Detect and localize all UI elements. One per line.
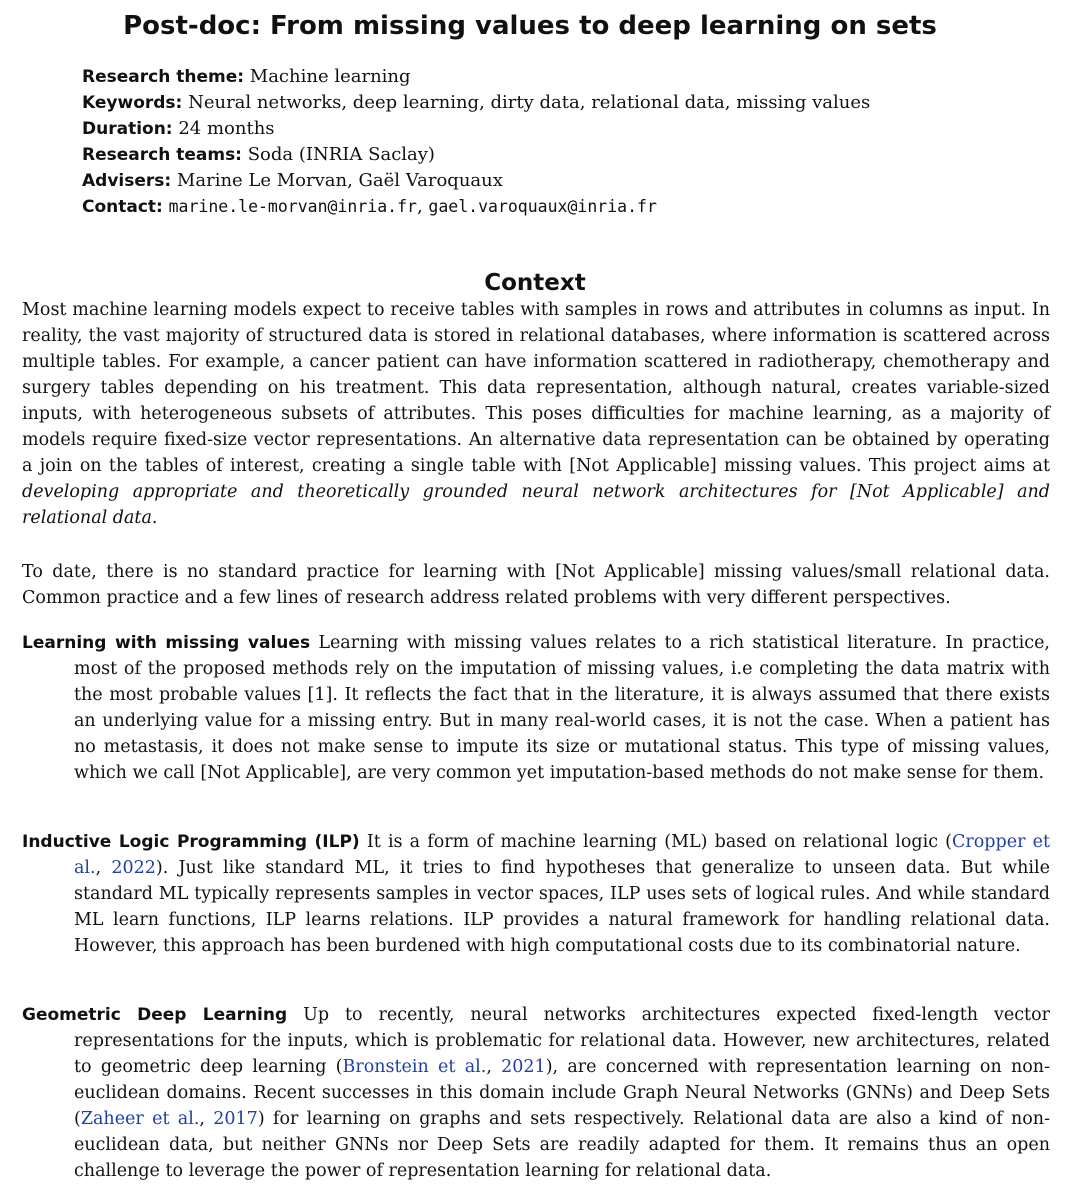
list-item-geometric-deep-learning <box>22 1002 1050 1184</box>
citation-link[interactable]: 2017 <box>213 1109 258 1129</box>
meta-contact <box>82 194 1042 220</box>
meta-label: Keywords: <box>82 93 183 113</box>
context-paragraph-1-text: Most machine learning models expect to receive tables with samples in rows and attributes in columns as input. In reality, the vast majority of structured data is stored in relational databases, where information is scattered across multiple tables. For example, a cancer patient can have information scattered in radiotherapy, chemotherapy and surgery tables depending on his treatment. This data representation, although natural, creates variable-sized inputs, with heterogeneous subsets of attributes. This poses difficulties for machine learning, as a majority of models require fixed-size vector representations. An alternative data representation can be obtained by operating a join on the tables of interest, creating a single table with [Not Applicable] missing values. This project aims at <box>22 300 1050 476</box>
list-item-ilp <box>22 829 1050 959</box>
citation-separator: , <box>199 1109 214 1129</box>
citation-link[interactable]: Bronstein et al. <box>342 1057 487 1077</box>
meta-keywords <box>82 90 1042 116</box>
meta-research-theme <box>82 64 1042 90</box>
item-label: Geometric Deep Learning <box>22 1005 288 1025</box>
item-text: Learning with missing values relates to a rich statistical literature. In practice, most of the proposed methods rely on the imputation of missing values, i.e completing the data matrix with the most probable values [1]. It reflects the fact that in the literature, it is always assumed that there exists an underlying value for a missing entry. But in many real-world cases, it is not the case. When a patient has no metastasis, it does not make sense to impute its size or mutational status. This type of missing values, which we call [Not Applicable], are very common yet imputation-based methods do not make sense for them. <box>74 633 1050 783</box>
meta-advisers <box>82 168 1042 194</box>
meta-research-teams <box>82 142 1042 168</box>
section-heading-context: Context <box>484 270 586 296</box>
meta-label: Advisers: <box>82 171 172 191</box>
item-text: ), are concerned with representation learning on non-euclidean domains. Recent successes in this domain include Graph Neural Networks (GNNs) and Deep Sets ( <box>74 1057 1050 1129</box>
contact-email-1[interactable]: marine.le-morvan@inria.fr <box>168 197 417 216</box>
meta-value: Machine learning <box>249 66 411 87</box>
item-label: Inductive Logic Programming (ILP) <box>22 832 360 852</box>
citation-link[interactable]: Cropper et al. <box>74 832 1050 878</box>
page-title: Post-doc: From missing values to deep learning on sets <box>123 11 937 41</box>
context-paragraph-2: To date, there is no standard practice for learning with [Not Applicable] missing values/small relational data. Common practice and a few lines of research address related problems with very different perspectives. <box>22 562 1050 608</box>
list-item-missing-values <box>22 630 1050 786</box>
meta-label: Research teams: <box>82 145 242 165</box>
item-text: Up to recently, neural networks architectures expected fixed-length vector representations for the inputs, which is problematic for relational data. However, new architectures, related to geometric deep learning ( <box>74 1005 1050 1077</box>
meta-value: Soda (INRIA Saclay) <box>247 144 435 165</box>
item-text: It is a form of machine learning (ML) based on relational logic ( <box>359 832 953 852</box>
meta-value: 24 months <box>178 118 275 139</box>
meta-label: Contact: <box>82 197 163 217</box>
meta-label: Duration: <box>82 119 173 139</box>
meta-value: Marine Le Morvan, Gaël Varoquaux <box>176 170 503 191</box>
contact-email-2[interactable]: gael.varoquaux@inria.fr <box>428 197 657 216</box>
meta-duration <box>82 116 1042 142</box>
citation-link[interactable]: Zaheer et al. <box>80 1109 200 1129</box>
item-text: ). Just like standard ML, it tries to find hypotheses that generalize to unseen data. But while standard ML typically represents samples in vector spaces, ILP uses sets of logical rules. And while standard ML learn functions, ILP learns relations. ILP provides a natural framework for handling relational data. However, this approach has been burdened with high computational costs due to its combinatorial nature. <box>74 858 1050 956</box>
citation-separator: , <box>486 1057 502 1077</box>
citation-link[interactable]: 2021 <box>501 1057 546 1077</box>
citation-link[interactable]: 2022 <box>111 858 156 878</box>
citation-separator: , <box>95 858 112 878</box>
metadata-block <box>82 64 1042 220</box>
contact-separator: , <box>416 196 429 217</box>
context-paragraph-1 <box>22 297 1050 531</box>
meta-label: Research theme: <box>82 67 245 87</box>
item-label: Learning with missing values <box>22 633 311 653</box>
item-text: ) for learning on graphs and sets respectively. Relational data are also a kind of non-euclidean data, but neither GNNs nor Deep Sets are readily adapted for them. It remains thus an open challenge to leverage the power of representation learning for relational data. <box>74 1109 1050 1181</box>
context-paragraph-1-emphasis: developing appropriate and theoretically grounded neural network architectures for [Not Applicable] and relational data. <box>22 482 1050 528</box>
meta-value: Neural networks, deep learning, dirty data, relational data, missing values <box>188 92 871 113</box>
